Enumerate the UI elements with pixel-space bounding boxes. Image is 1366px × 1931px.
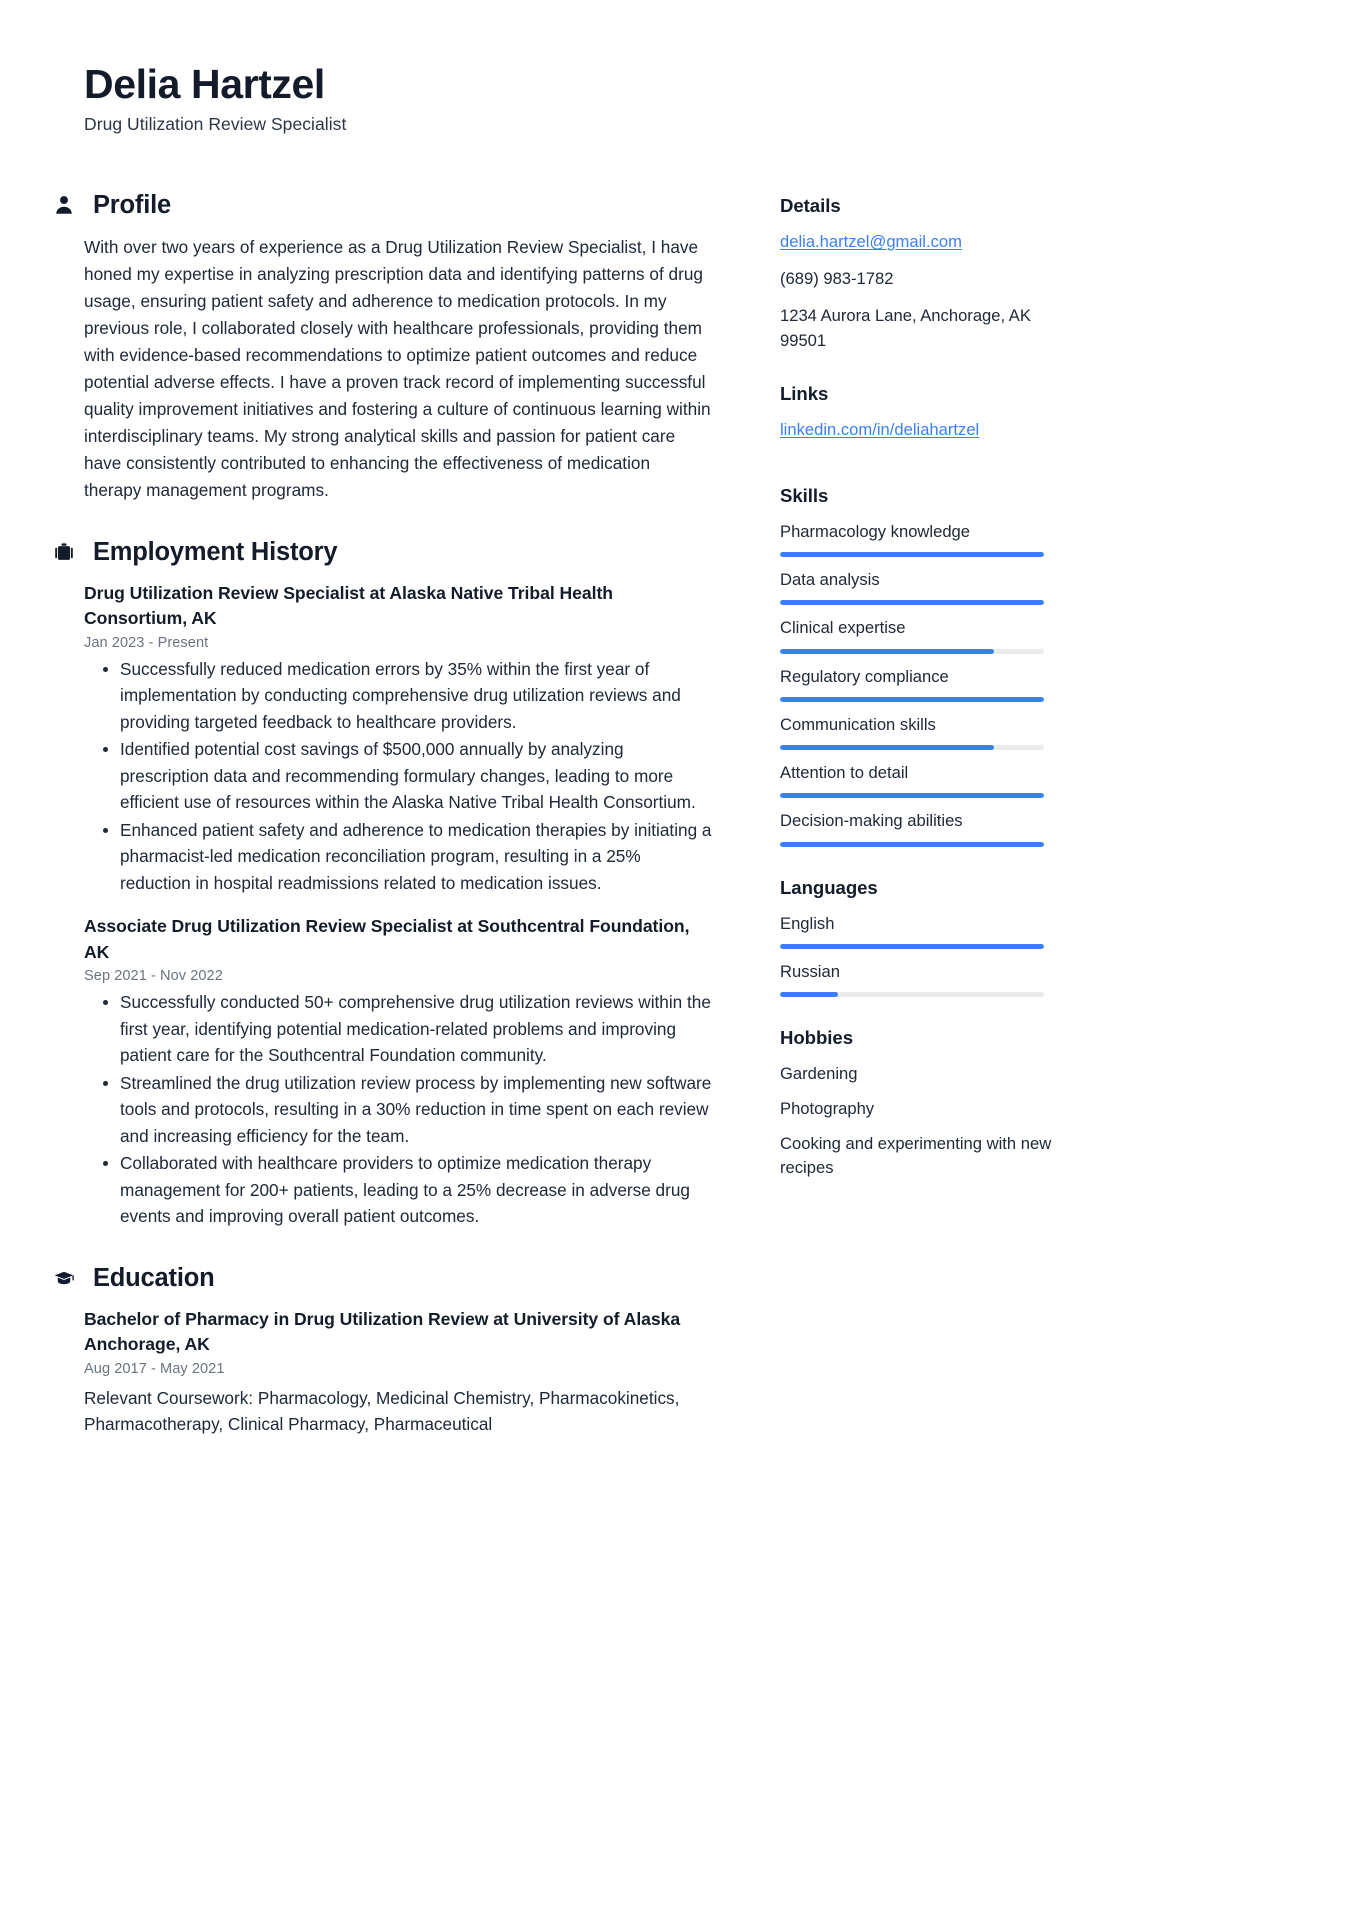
- employment-entry-date: Sep 2021 - Nov 2022: [84, 968, 223, 985]
- section-profile: [84, 191, 712, 504]
- skill-label: Communication skills: [780, 714, 936, 734]
- sidebar-title-skills: Skills: [780, 485, 829, 506]
- bullet-item: Enhanced patient safety and adherence to medication therapies by initiating a pharmacist-led medication reconciliation program, resulting in a 25% reduction in hospital readmissions related to medication issues.: [84, 817, 712, 896]
- phone-text: (689) 983-1782: [780, 269, 894, 289]
- section-title-education: Education: [93, 1263, 215, 1292]
- skill-label: Attention to detail: [780, 763, 909, 783]
- education-entry-date: Aug 2017 - May 2021: [84, 1360, 225, 1377]
- skill-meter-track: [780, 600, 1044, 605]
- skill-meter-fill: [780, 793, 1044, 798]
- resume-body: [84, 191, 1282, 1472]
- hobby-item: Gardening: [780, 1063, 858, 1083]
- skill-label: Pharmacology knowledge: [780, 522, 971, 541]
- skill-meter-fill: [780, 842, 1044, 847]
- skill-meter-fill: [780, 600, 1044, 605]
- skill-label: Data analysis: [780, 570, 880, 590]
- employment-entry-title: Associate Drug Utilization Review Specialist at Southcentral Foundation, AK: [84, 916, 690, 962]
- education-entry-coursework: Relevant Coursework: Pharmacology, Medicinal Chemistry, Pharmacokinetics, Pharmacotherapy, Clinical Pharmacy, Pharmaceutical: [84, 1387, 680, 1435]
- skill-meter-fill: [780, 552, 1044, 557]
- language-label: English: [780, 913, 835, 933]
- sidebar-column: [780, 191, 1058, 1210]
- skill-meter-track: [780, 745, 1044, 750]
- briefcase-icon: [52, 540, 76, 564]
- bullet-item: Streamlined the drug utilization review process by implementing new software tools and protocols, resulting in a 30% reduction in time spent on each review and increasing efficiency for the team.: [84, 1070, 712, 1149]
- hobby-item: Photography: [780, 1099, 875, 1119]
- language-label: Russian: [780, 961, 840, 981]
- candidate-job-title: Drug Utilization Review Specialist: [84, 113, 347, 134]
- skill-label: Decision-making abilities: [780, 811, 963, 831]
- bullet-item: Collaborated with healthcare providers to optimize medication therapy management for 200+ patients, leading to a 25% decrease in adverse drug events and improving overall patient outcomes.: [84, 1150, 712, 1229]
- education-entry: [84, 1307, 712, 1438]
- skill-row: [780, 809, 1058, 846]
- graduation-cap-icon: [52, 1266, 76, 1290]
- resume-header: [84, 62, 1282, 135]
- user-icon: [52, 193, 76, 217]
- skill-label: Clinical expertise: [780, 618, 906, 638]
- skill-row: [780, 761, 1058, 798]
- sidebar-block-hobbies: [780, 1027, 1058, 1180]
- hobby-item: Cooking and experimenting with new recipes: [780, 1134, 1052, 1178]
- section-header-employment: [52, 538, 712, 567]
- main-column: [84, 191, 712, 1472]
- skill-meter-fill: [780, 697, 1044, 702]
- skill-meter-track: [780, 793, 1044, 798]
- sidebar-block-details: [780, 195, 1058, 353]
- skill-row: [780, 520, 1058, 557]
- sidebar-title-details: Details: [780, 194, 841, 216]
- bullet-item: Successfully conducted 50+ comprehensive drug utilization reviews within the first year, identifying potential medication-related problems and improving patient care for the Southcentral Foundation community.: [84, 989, 712, 1068]
- education-entry-title: Bachelor of Pharmacy in Drug Utilization Review at University of Alaska Anchorage, AK: [84, 1308, 681, 1355]
- skill-row: [780, 568, 1058, 605]
- language-meter-track: [780, 944, 1044, 949]
- skill-row: [780, 616, 1058, 653]
- candidate-name: Delia Hartzel: [84, 61, 325, 107]
- employment-entry-bullets: [84, 656, 712, 896]
- language-meter-fill: [780, 992, 838, 997]
- skill-row: [780, 665, 1058, 702]
- address-text: 1234 Aurora Lane, Anchorage, AK 99501: [780, 306, 1031, 350]
- sidebar-title-languages: Languages: [780, 876, 878, 898]
- sidebar-block-skills: [780, 485, 1058, 847]
- email-link[interactable]: delia.hartzel@gmail.com: [780, 231, 962, 251]
- language-row: [780, 960, 1058, 997]
- employment-entry-bullets: [84, 989, 712, 1229]
- section-education: [84, 1264, 712, 1438]
- language-meter-fill: [780, 944, 1044, 949]
- section-header-education: [52, 1264, 712, 1293]
- skill-meter-track: [780, 649, 1044, 654]
- profile-summary-text: With over two years of experience as a Drug Utilization Review Specialist, I have honed my expertise in analyzing prescription data and identifying patterns of drug usage, ensuring patient safety and adherence to medication protocols. In my previous role, I collaborated closely with healthcare professionals, providing them with evidence-based recommendations to optimize patient outcomes and reduce potential adverse effects. I have a proven track record of implementing successful quality improvement initiatives and fostering a culture of continuous learning within interdisciplinary teams. My strong analytical skills and passion for patient care have consistently contributed to enhancing the effectiveness of medication therapy management programs.: [84, 236, 711, 500]
- linkedin-link[interactable]: linkedin.com/in/deliahartzel: [780, 419, 980, 439]
- skill-meter-track: [780, 697, 1044, 702]
- sidebar-block-languages: [780, 877, 1058, 997]
- section-title-profile: Profile: [93, 190, 171, 219]
- bullet-item: Successfully reduced medication errors by 35% within the first year of implementation by conducting comprehensive drug utilization reviews and providing targeted feedback to healthcare providers.: [84, 656, 712, 735]
- sidebar-title-hobbies: Hobbies: [780, 1026, 853, 1048]
- skill-label: Regulatory compliance: [780, 666, 949, 686]
- language-meter-track: [780, 992, 1044, 997]
- skill-meter-fill: [780, 745, 994, 750]
- language-row: [780, 912, 1058, 949]
- skill-row: [780, 713, 1058, 750]
- section-employment: [84, 538, 712, 1230]
- sidebar-block-links: [780, 383, 1058, 455]
- employment-entry: [84, 914, 712, 1229]
- section-header-profile: [52, 191, 712, 220]
- employment-entry-title: Drug Utilization Review Specialist at Alaska Native Tribal Health Consortium, AK: [84, 582, 613, 629]
- section-title-employment: Employment History: [93, 537, 338, 566]
- skill-meter-fill: [780, 649, 994, 654]
- employment-entry: [84, 581, 712, 896]
- skill-meter-track: [780, 842, 1044, 847]
- employment-entry-date: Jan 2023 - Present: [84, 634, 209, 651]
- sidebar-title-links: Links: [780, 382, 829, 404]
- skill-meter-track: [780, 552, 1044, 557]
- bullet-item: Identified potential cost savings of $500,000 annually by analyzing prescription data and recommending formulary changes, leading to more efficient use of resources within the Alaska Native Tribal Health Consortium.: [84, 736, 712, 815]
